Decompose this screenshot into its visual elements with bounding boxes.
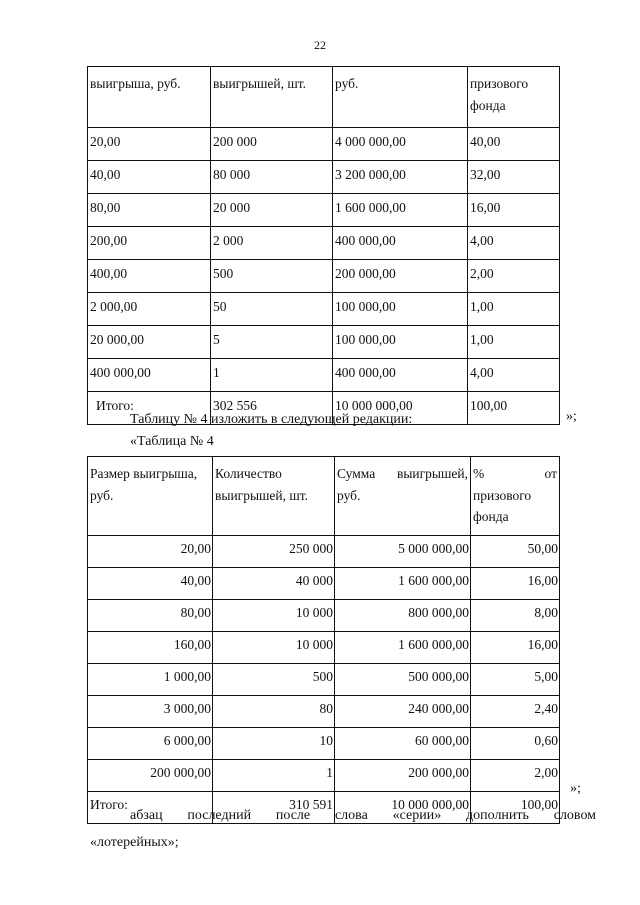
table-cell: 1 600 000,00 xyxy=(335,568,471,600)
prize-table-3 xyxy=(87,66,560,425)
table-cell: 200 000,00 xyxy=(333,260,468,293)
table-cell: 3 200 000,00 xyxy=(333,161,468,194)
table-cell: 200 000,00 xyxy=(88,760,213,792)
table-cell: 250 000 xyxy=(213,536,335,568)
table-cell: 10 000 xyxy=(213,600,335,632)
prize-table-4 xyxy=(87,456,560,824)
header-cell: призового фонда xyxy=(468,67,560,128)
table-cell: 100 000,00 xyxy=(333,326,468,359)
table-cell: 1 xyxy=(213,760,335,792)
table-cell: 400 000,00 xyxy=(333,359,468,392)
table-cell: 60 000,00 xyxy=(335,728,471,760)
table-row xyxy=(88,632,560,664)
table-row xyxy=(88,359,560,392)
table-row xyxy=(88,536,560,568)
total-cell: 10 000 000,00 xyxy=(335,792,471,824)
table-cell: 3 000,00 xyxy=(88,696,213,728)
table-cell: 4,00 xyxy=(468,227,560,260)
table-cell: 5 xyxy=(211,326,333,359)
table-cell: 200 000 xyxy=(211,128,333,161)
total-cell: Итого: xyxy=(88,792,213,824)
paragraph-word: после xyxy=(275,808,311,823)
table-cell: 16,00 xyxy=(468,194,560,227)
header-cell: руб. xyxy=(333,67,468,128)
table-cell: 10 xyxy=(213,728,335,760)
table-cell: 100 000,00 xyxy=(333,293,468,326)
table-cell: 80 000 xyxy=(211,161,333,194)
table-cell: 6 000,00 xyxy=(88,728,213,760)
table-cell: 1 000,00 xyxy=(88,664,213,696)
table-cell: 8,00 xyxy=(471,600,560,632)
total-cell: 100,00 xyxy=(468,392,560,425)
header-cell: выигрыша, руб. xyxy=(88,67,211,128)
table-cell: 32,00 xyxy=(468,161,560,194)
total-cell: 100,00 xyxy=(471,792,560,824)
table-row xyxy=(88,568,560,600)
table-cell: 5,00 xyxy=(471,664,560,696)
table-cell: 40 000 xyxy=(213,568,335,600)
header-cell: Размер выигрыша, руб. xyxy=(88,457,213,536)
table-cell: 4,00 xyxy=(468,359,560,392)
table-cell: 200,00 xyxy=(88,227,211,260)
table-cell: 2,00 xyxy=(468,260,560,293)
table-cell: 500 000,00 xyxy=(335,664,471,696)
table-cell: 10 000 xyxy=(213,632,335,664)
table-cell: 20 000,00 xyxy=(88,326,211,359)
table-cell: 5 000 000,00 xyxy=(335,536,471,568)
paragraph-word: абзац xyxy=(130,808,163,823)
table-cell: 40,00 xyxy=(468,128,560,161)
table-row xyxy=(88,227,560,260)
table4-caption: «Таблица № 4 xyxy=(130,434,214,449)
table-row xyxy=(88,260,560,293)
header-cell: Сумма выигрышей, руб. xyxy=(335,457,471,536)
header-cell: выигрышей, шт. xyxy=(211,67,333,128)
table-header-row xyxy=(88,67,560,128)
header-cell: Количество выигрышей, шт. xyxy=(213,457,335,536)
table-cell: 20,00 xyxy=(88,128,211,161)
table-cell: 1,00 xyxy=(468,293,560,326)
table-cell: 2,00 xyxy=(471,760,560,792)
table-row xyxy=(88,728,560,760)
table-cell: 50 xyxy=(211,293,333,326)
table-cell: 4 000 000,00 xyxy=(333,128,468,161)
table-cell: 500 xyxy=(211,260,333,293)
table-row xyxy=(88,696,560,728)
paragraph-continuation: «лотерейных»; xyxy=(90,835,179,850)
table-cell: 16,00 xyxy=(471,568,560,600)
header-cell: % от призового фонда xyxy=(471,457,560,536)
table-row xyxy=(88,760,560,792)
total-cell: Итого: xyxy=(88,392,211,425)
table-cell: 800 000,00 xyxy=(335,600,471,632)
table-cell: 240 000,00 xyxy=(335,696,471,728)
table-row xyxy=(88,161,560,194)
table-cell: 2,40 xyxy=(471,696,560,728)
table-cell: 500 xyxy=(213,664,335,696)
table-cell: 400,00 xyxy=(88,260,211,293)
table-cell: 1 600 000,00 xyxy=(335,632,471,664)
paragraph-word: дополнить xyxy=(466,808,529,823)
table-cell: 40,00 xyxy=(88,161,211,194)
paragraph-word: последний xyxy=(187,808,252,823)
paragraph-word: словом xyxy=(553,808,597,823)
table-row xyxy=(88,293,560,326)
table-row xyxy=(88,664,560,696)
table-cell: 40,00 xyxy=(88,568,213,600)
table-cell: 80,00 xyxy=(88,600,213,632)
table-cell: 0,60 xyxy=(471,728,560,760)
table-row xyxy=(88,194,560,227)
table-cell: 400 000,00 xyxy=(88,359,211,392)
table-row xyxy=(88,128,560,161)
total-cell: 10 000 000,00 xyxy=(333,392,468,425)
table-cell: 200 000,00 xyxy=(335,760,471,792)
total-cell: 310 591 xyxy=(213,792,335,824)
table-cell: 20 000 xyxy=(211,194,333,227)
instruction-text: Таблицу № 4 изложить в следующей редакции: xyxy=(130,412,413,427)
paragraph-word: слова xyxy=(334,808,368,823)
amendment-paragraph xyxy=(130,808,596,824)
paragraph-word: «серии» xyxy=(392,808,442,823)
table-cell: 1 xyxy=(211,359,333,392)
page-number: 22 xyxy=(314,38,326,52)
table-cell: 16,00 xyxy=(471,632,560,664)
table-header-row xyxy=(88,457,560,536)
table-row xyxy=(88,326,560,359)
table-cell: 400 000,00 xyxy=(333,227,468,260)
table-cell: 1,00 xyxy=(468,326,560,359)
table4-closing-quote: »; xyxy=(570,781,581,796)
total-cell: 302 556 xyxy=(211,392,333,425)
table3-closing-quote: »; xyxy=(566,409,577,424)
table-cell: 20,00 xyxy=(88,536,213,568)
table-cell: 2 000,00 xyxy=(88,293,211,326)
table-cell: 80,00 xyxy=(88,194,211,227)
table-row xyxy=(88,600,560,632)
table-cell: 2 000 xyxy=(211,227,333,260)
table-cell: 50,00 xyxy=(471,536,560,568)
table-cell: 80 xyxy=(213,696,335,728)
table-cell: 160,00 xyxy=(88,632,213,664)
table-cell: 1 600 000,00 xyxy=(333,194,468,227)
